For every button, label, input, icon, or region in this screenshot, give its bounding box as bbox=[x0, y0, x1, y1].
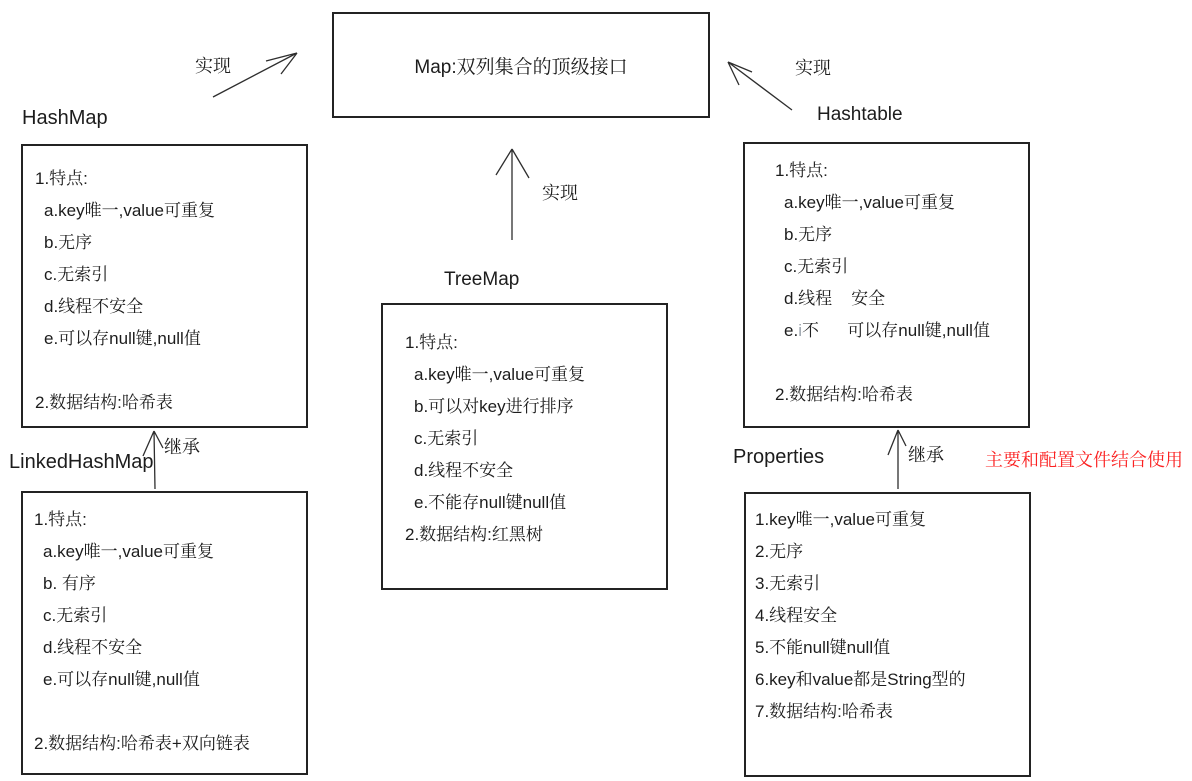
hashmap-blank-line bbox=[35, 355, 306, 387]
treemap-line: c.无索引 bbox=[414, 429, 479, 448]
properties-title: Properties bbox=[733, 446, 825, 468]
inherit-label-right: 继承 bbox=[908, 445, 944, 465]
implement-label-left: 实现 bbox=[195, 56, 231, 76]
hashtable-line: 2.数据结构:哈希表 bbox=[775, 385, 913, 404]
map-interface-box bbox=[332, 12, 710, 118]
treemap-line: 2.数据结构:红黑树 bbox=[405, 525, 543, 544]
hashmap-line: a.key唯一,value可重复 bbox=[44, 201, 215, 220]
linkedhashmap-line: e.可以存null键,null值 bbox=[43, 670, 200, 689]
hashtable-line: b.无序 bbox=[784, 225, 833, 244]
hashtable-line: a.key唯一,value可重复 bbox=[784, 193, 955, 212]
inherit-arrow-right bbox=[888, 430, 906, 489]
properties-line: 5.不能null键null值 bbox=[755, 638, 891, 657]
hashmap-line: b.无序 bbox=[44, 233, 93, 252]
hashmap-title: HashMap bbox=[22, 107, 108, 129]
hashtable-box bbox=[743, 142, 1030, 428]
properties-box bbox=[744, 492, 1031, 777]
hashtable-line: c.无索引 bbox=[784, 257, 849, 276]
linkedhashmap-title: LinkedHashMap bbox=[9, 451, 154, 473]
text-cursor-mark: i bbox=[798, 321, 802, 340]
linkedhashmap-line: b. 有序 bbox=[43, 574, 96, 593]
hashtable-line-e-prefix: e. bbox=[784, 321, 799, 340]
linkedhashmap-line: 1.特点: bbox=[34, 510, 87, 529]
treemap-title: TreeMap bbox=[444, 269, 520, 290]
hashmap-line: c.无索引 bbox=[44, 265, 109, 284]
map-interface-label: Map:双列集合的顶级接口 bbox=[414, 56, 628, 78]
hashmap-line: 1.特点: bbox=[35, 169, 88, 188]
linkedhashmap-line: a.key唯一,value可重复 bbox=[43, 542, 214, 561]
implement-label-center: 实现 bbox=[542, 183, 578, 203]
properties-line: 3.无索引 bbox=[755, 574, 821, 593]
linkedhashmap-blank-line bbox=[34, 696, 306, 728]
hashtable-line: 1.特点: bbox=[775, 161, 828, 180]
treemap-line: 1.特点: bbox=[405, 333, 458, 352]
treemap-box bbox=[381, 303, 668, 590]
hashmap-line: e.可以存null键,null值 bbox=[44, 329, 201, 348]
hashmap-line: d.线程不安全 bbox=[44, 297, 144, 316]
properties-line: 2.无序 bbox=[755, 542, 804, 561]
linkedhashmap-line: c.无索引 bbox=[43, 606, 108, 625]
hashmap-line: 2.数据结构:哈希表 bbox=[35, 393, 173, 412]
treemap-line: d.线程不安全 bbox=[414, 461, 514, 480]
hashmap-box bbox=[21, 144, 308, 428]
inherit-label-left: 继承 bbox=[164, 437, 200, 457]
properties-line: 1.key唯一,value可重复 bbox=[755, 510, 926, 529]
hashtable-blank-line bbox=[775, 347, 1028, 379]
linkedhashmap-line: 2.数据结构:哈希表+双向链表 bbox=[34, 734, 250, 753]
properties-line: 4.线程安全 bbox=[755, 606, 838, 625]
properties-line: 7.数据结构:哈希表 bbox=[755, 702, 893, 721]
treemap-line: b.可以对key进行排序 bbox=[414, 397, 574, 416]
implement-label-right: 实现 bbox=[795, 58, 831, 78]
hashtable-line-e-rest: 不 可以存null键,null值 bbox=[801, 321, 990, 340]
implement-arrow-center bbox=[496, 149, 529, 240]
hashtable-title: Hashtable bbox=[817, 104, 903, 125]
treemap-line: a.key唯一,value可重复 bbox=[414, 365, 585, 384]
properties-line: 6.key和value都是String型的 bbox=[755, 670, 966, 689]
treemap-line: e.不能存null键null值 bbox=[414, 493, 567, 512]
hashtable-line-e bbox=[775, 315, 1028, 347]
implement-arrow-right bbox=[728, 62, 792, 110]
linkedhashmap-line: d.线程不安全 bbox=[43, 638, 143, 657]
annotation-text: 主要和配置文件结合使用 bbox=[985, 450, 1183, 470]
linkedhashmap-box bbox=[21, 491, 308, 775]
hashtable-line: d.线程 安全 bbox=[784, 289, 886, 308]
